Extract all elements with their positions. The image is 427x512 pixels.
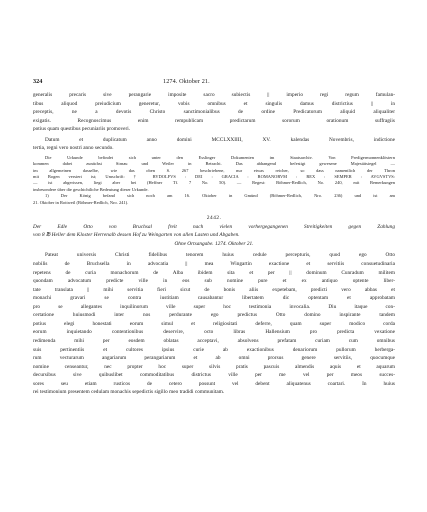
regest-line: Der Edle Otto von Bruchsal freit nach vielen vorhergegangenen Streitigkeiten gegen Zahlung	[33, 224, 395, 231]
text-line: rum vecturarum angariarum perangariarum et ab omni prorsus genere servitiis, quocumque	[33, 355, 395, 362]
note-line: Die Urkunde befindet sich unter den Esslinger Dokumenten im Staatsarchiv. Von Predigermonnenklöstern	[45, 154, 395, 160]
text-line: eorum inquietando contentionibus deservire, octo libras Hallensium pro predicta vexatione	[33, 329, 395, 336]
text-line: redimenda mihi per eosdem oblatas acceptavi, absolvens prefatam curiam cum omnibus	[33, 337, 395, 344]
text-line: potius elegi honestati eorum simul et religiositati deferre, quam super modico corda	[33, 320, 395, 327]
text-line: generalis precaris sive perangarie imposite sacro subiectis || imperio regi regum famulan-	[33, 92, 395, 98]
text-line: pro se allegantes inquilinorum ville super hoc testimonia invocalia. Diu itaque con-	[33, 303, 395, 310]
dating-paragraph	[33, 136, 395, 153]
text-line: exigatis. Recognoscimus enim rempublicam predictarum sororum orationum suffragiis	[33, 117, 395, 124]
text-line: rei testimonium presentem cedulam monachis sepedictis sigillo meo tradidi communitam.	[33, 389, 225, 396]
page-number: 324	[33, 78, 43, 85]
regest-summary	[33, 223, 395, 239]
text-line: repetens de curia monachorum de Alba ibidem sita et per || dominum Cunradum militem	[33, 269, 395, 276]
charter-text	[33, 251, 395, 396]
text-line: potius quam questibus pecuniariis promoveri.	[33, 126, 131, 133]
paragraph-continuation	[33, 91, 395, 134]
text-line: preceptis, ne a devotis Christo sanctimonialibus de ordine Predicatorum aliquid aliqualiter	[33, 109, 395, 116]
text-line: certatione huiusmodi inter nos perdurante ego predictus Otto domino inspirante tandem	[33, 312, 395, 319]
text-line: decursibus sive quibuslibet commoditatibus districtus ville per me vel per meos succes-	[33, 372, 395, 379]
note-line: — ist abgerissen, liegt aber bei (Heffner Tf. 7 No. 50). — Regest: Böhmer-Redlich, No. 240, mit Bemerkungen	[33, 180, 395, 186]
note-line: insbesondere über die geschichtliche Bedeutung dieser Urkunde.	[33, 186, 149, 192]
note-line: mit Bogen versiert ist; Umschrift: † RVDOLFVS : DEI : GRACIA : ROMANORVM : REX : SEMPER : AVGVSTVS:	[33, 174, 395, 180]
document-number: 2442.	[206, 215, 222, 222]
editorial-notes	[33, 155, 395, 206]
document-dateline: Ohne Ortsangabe. 1274. Oktober 21.	[174, 241, 254, 248]
document-page	[33, 78, 395, 397]
regest-line: von 8 ℔ Heller dem Kloster Herrenalb dessen Hof zu Weingarten von allen Lasten und Abgaben.	[33, 232, 240, 239]
footnote-line: 1) Der König befand sich noch am 16. Oktober in Gmünd (Böhmer-Redlich, Nro. 236) und ist am	[45, 193, 395, 199]
text-line: tibus aliquod preiudicium generetur, vobis omnibus et singulis damus districtius || in	[33, 100, 395, 107]
running-title: 1274. Oktober 21.	[163, 78, 210, 85]
page-header	[33, 78, 395, 89]
note-line: kommen dabei zunächst Sirnau und Weiler in Betracht. Das abhangend befestigt gewesene Majestätsiegel —	[33, 161, 395, 167]
text-line: suis pertinentiis et cultores ipsius curie ab exactionibus denariorum pullorum herberga-	[33, 346, 395, 353]
text-line: monachi gravari se contra iustitiam causabantur libertatem dic optentam et approbatam	[33, 295, 395, 302]
text-line: tertia, regni vero nostri anno secundo.	[33, 145, 114, 152]
text-line: nomine censeantur, nec propter hoc super silvis pratis pascuis almendis aquis et aquarum	[33, 363, 395, 370]
text-line: tate translata || mihi servitia fieri sicut de bonis aliis expetebam, predicti vero abbas et	[33, 286, 395, 293]
text-line: quondam advocatum predicte ville in eos sub nomine pure et ex antiquo optente liber-	[33, 278, 395, 285]
footnote-line: 21. Oktober in Rottweil (Böhmer-Redlich, Nro. 241).	[33, 199, 129, 205]
text-line: Pateat universis Christi fidelibus tenorem huius cedule percepturis, quod ego Otto	[45, 252, 395, 259]
text-line: nobilis de Bruchsella in advocatia || mea Wingartin exactione et servitiis consuetudinaria	[33, 261, 395, 268]
text-line: Datum et duplicatum anno domini MCCLXXIIII, XV. kalendas Novembris, indictione	[45, 136, 395, 143]
text-line: sores seu etiam rusticos de cetero possunt vel debent aliquatenus coartari. In huius	[33, 380, 395, 387]
note-line: im allgemeinen dasselbe, wie das oben S. 267 beschriebene, nur etwas reicher, so dass namentlich der Thron	[33, 167, 395, 173]
